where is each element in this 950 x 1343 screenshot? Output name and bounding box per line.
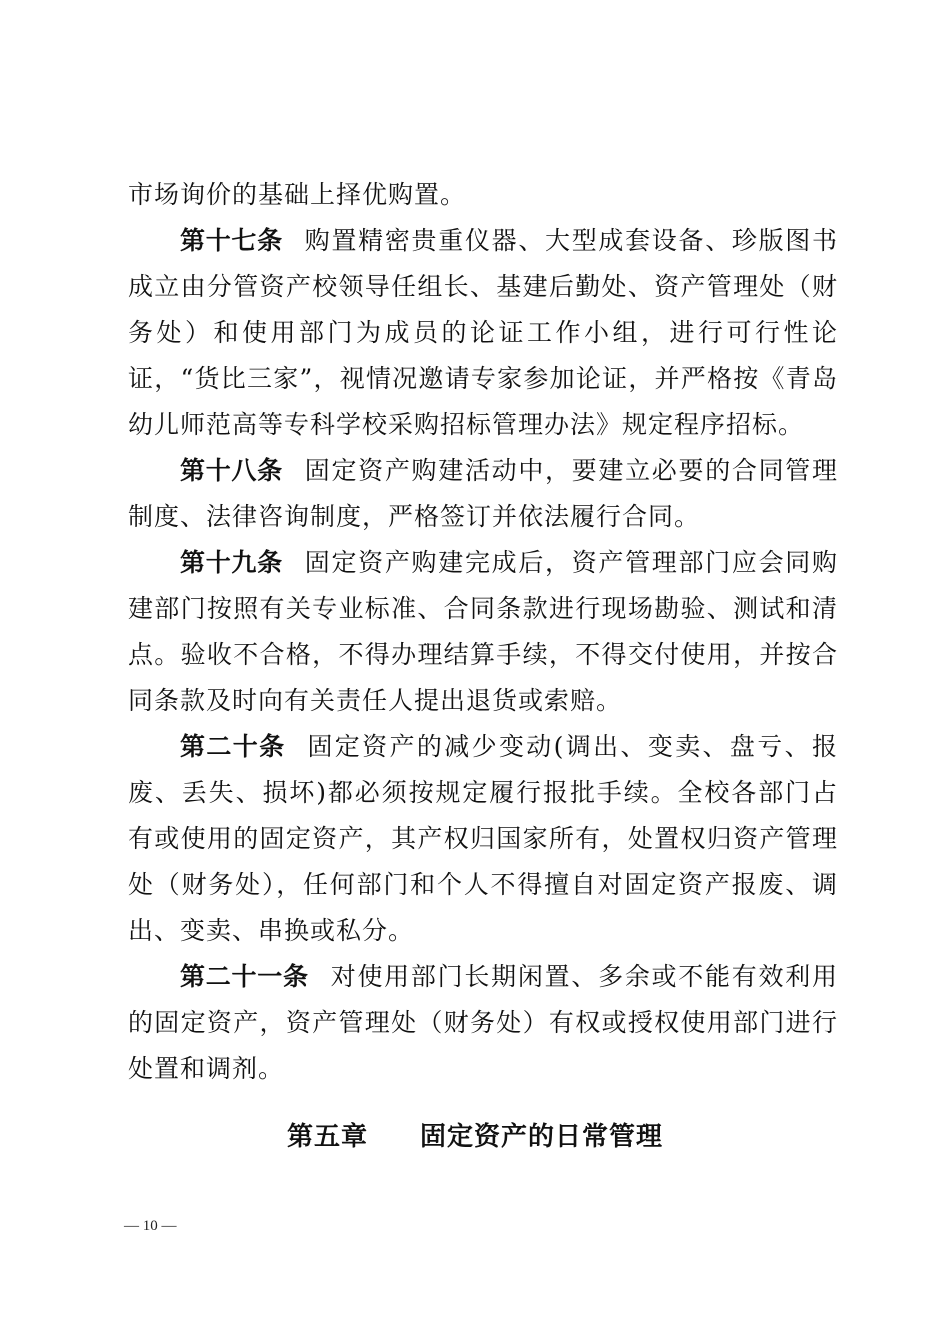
article-20 [128, 724, 838, 954]
article-18 [128, 448, 838, 540]
article-number: 第二十一条 [180, 962, 309, 991]
chapter-title: 固定资产的日常管理 [420, 1122, 664, 1152]
article-number: 第二十条 [180, 732, 286, 761]
article-19 [128, 540, 838, 724]
article-17 [128, 218, 838, 448]
paragraph-continuation [128, 172, 838, 218]
chapter-number: 第五章 [286, 1122, 368, 1152]
chapter-heading [0, 1116, 950, 1153]
article-number: 第十八条 [180, 456, 283, 485]
page-number: — 10 — [124, 1218, 177, 1234]
article-text: 购置精密贵重仪器、大型成套设备、珍版图书成立由分管资产校领导任组长、基建后勤处、资产管理处（财务处）和使用部门为成员的论证工作小组，进行可行性论证，“货比三家”，视情况邀请专家参加论证，并严格按《青岛幼儿师范高等专科学校采购招标管理办法》规定程序招标。 [128, 226, 838, 439]
article-21 [128, 954, 838, 1092]
article-text: 对使用部门长期闲置、多余或不能有效利用的固定资产，资产管理处（财务处）有权或授权使用部门进行处置和调剂。 [128, 962, 838, 1083]
paragraph-text: 市场询价的基础上择优购置。 [128, 180, 467, 209]
article-number: 第十七条 [180, 226, 283, 255]
article-text: 固定资产购建完成后，资产管理部门应会同购建部门按照有关专业标准、合同条款进行现场勘验、测试和清点。验收不合格，不得办理结算手续，不得交付使用，并按合同条款及时向有关责任人提出退货或索赔。 [128, 548, 838, 715]
body-text [128, 172, 838, 1092]
article-text: 固定资产的减少变动(调出、变卖、盘亏、报废、丢失、损坏)都必须按规定履行报批手续。全校各部门占有或使用的固定资产，其产权归国家所有，处置权归资产管理处（财务处），任何部门和个人不得擅自对固定资产报废、调出、变卖、串换或私分。 [128, 732, 838, 945]
article-text: 固定资产购建活动中，要建立必要的合同管理制度、法律咨询制度，严格签订并依法履行合同。 [128, 456, 838, 531]
article-number: 第十九条 [180, 548, 283, 577]
